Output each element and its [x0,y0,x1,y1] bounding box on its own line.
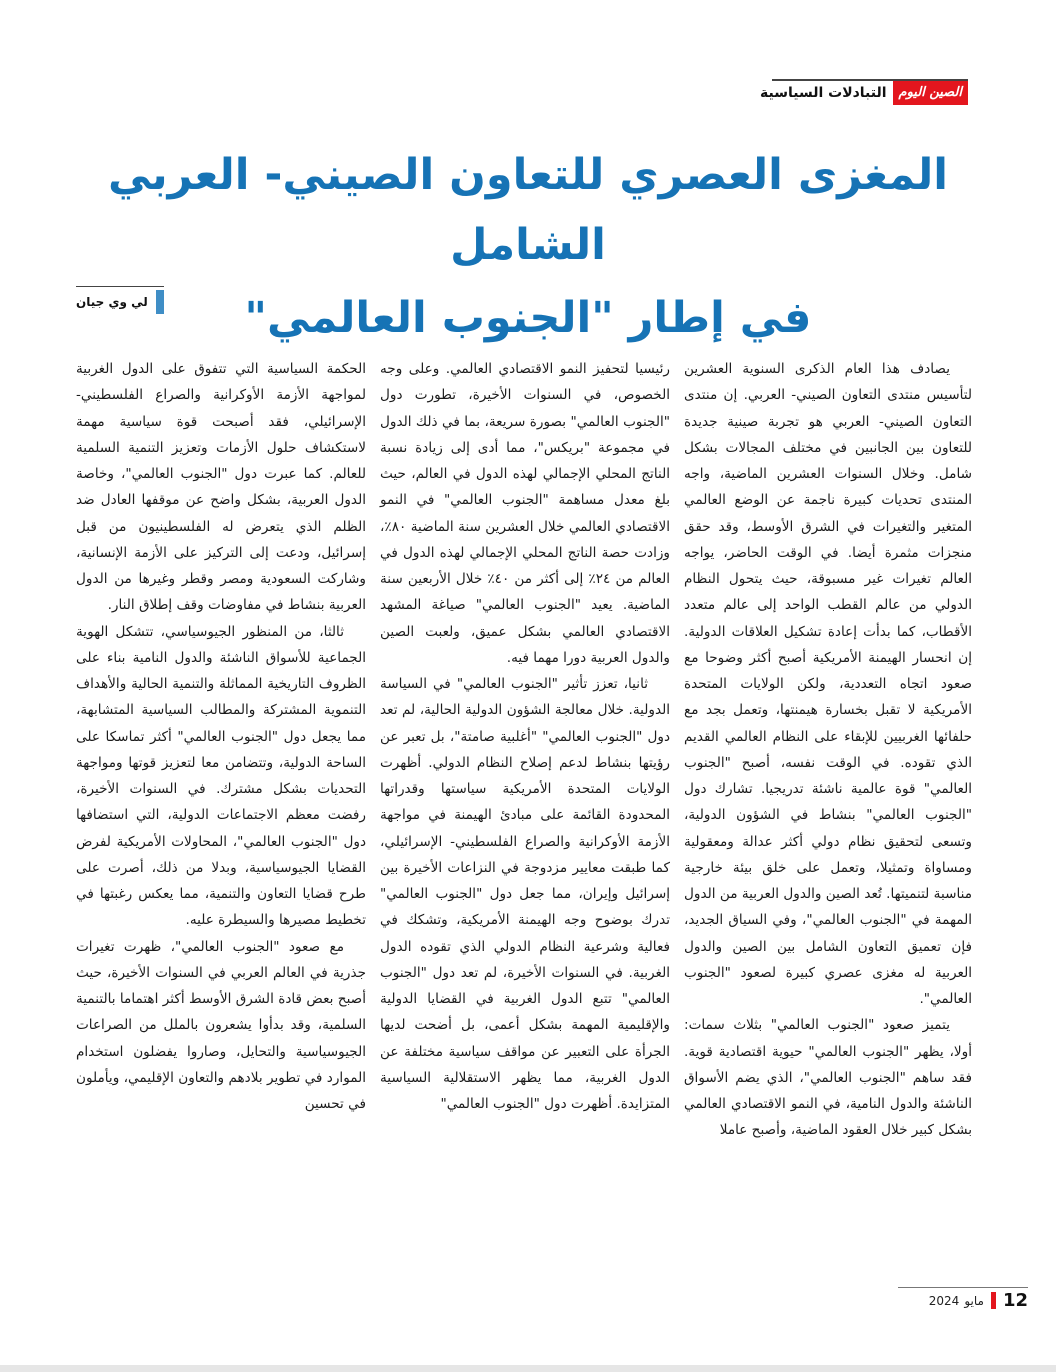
footer-accent-bar [991,1292,996,1309]
article-headline [60,140,996,356]
paragraph: الحكمة السياسية التي تتفوق على الدول الغربية لمواجهة الأزمة الأوكرانية والصراع الفلسطيني- الإسرائيلي، فقد أصبحت قوة سياسية مهمة لاستكشاف حلول الأزمات وتعزيز التنمية السلمية للعالم. كما عبرت دول "الجنوب العالمي"، وخاصة الدول العربية، بشكل واضح عن موقفها العادل ضد الظلم الذي يتعرض له الفلسطينيون من قبل إسرائيل، ودعت إلى التركيز على الأزمة الإنسانية، وشاركت السعودية ومصر وقطر وغيرها من الدول العربية بنشاط في مفاوضات وقف إطلاق النار. [76,361,366,614]
issue-month: مايو [964,1293,984,1308]
page-edge [0,1365,1056,1372]
section-header [760,79,968,105]
paragraph: يصادف هذا العام الذكرى السنوية العشرين لتأسيس منتدى التعاون الصيني- العربي. إن منتدى التعاون الصيني- العربي هو تجربة صينية جديدة للتعاون بين الجانبين في مختلف المجالات بشكل شامل. وخلال السنوات العشرين الماضية، واجه المنتدى تحديات كبيرة ناجمة عن الوضع العالمي المتغير والتغيرات في الشرق الأوسط، وقد حقق منجزات مثمرة أيضا. في الوقت الحاضر، يواجه العالم تغيرات غير مسبوقة، حيث يتحول النظام الدولي من عالم القطب الواحد إلى عالم متعدد الأقطاب، كما بدأت إعادة تشكيل العلاقات الدولية. إن انحسار الهيمنة الأمريكية أصبح أكثر وضوحا مع صعود اتجاه التعددية، ولكن الولايات المتحدة الأمريكية لا تقبل بخسارة هيمنتها، وتعمل بجد مع حلفائها الغربيين للإبقاء على النظام العالمي القديم الذي تقوده. في الوقت نفسه، أصبح "الجنوب العالمي" قوة عالمية ناشئة تدريجيا. تشارك دول "الجنوب العالمي" بنشاط في الشؤون الدولية، وتسعى لتحقيق نظام دولي أكثر عدالة ومعقولية ومساواة وتمثيلا، وتعمل على خلق بيئة خارجية مناسبة لتنميتها. تُعد الصين والدول العربية من الدول المهمة في "الجنوب العالمي"، وفي السياق الجديد، فإن تعميق التعاون الشامل بين الصين والدول العربية له مغزى عصري كبيرة لصعود "الجنوب العالمي". [684,361,972,1007]
page-footer [898,1287,1028,1311]
headline-line-2: في إطار "الجنوب العالمي" [244,293,812,343]
section-title: التبادلات السياسية [760,85,887,101]
page-number: 12 [1002,1290,1028,1311]
paragraph: رئيسيا لتحفيز النمو الاقتصادي العالمي. وعلى وجه الخصوص، في السنوات الأخيرة، تطورت دول "الجنوب العالمي" بصورة سريعة، بما في ذلك الدول في مجموعة "بريكس"، مما أدى إلى زيادة نسبة الناتج المحلي الإجمالي لهذه الدول في العالم، حيث بلغ معدل مساهمة "الجنوب العالمي" في النمو الاقتصادي العالمي خلال العشرين سنة الماضية ٨٠٪، وزادت حصة الناتج المحلي الإجمالي لهذه الدول في العالم من ٢٤٪ إلى أكثر من ٤٠٪ خلال الأربعين سنة الماضية. يعيد "الجنوب العالمي" صياغة المشهد الاقتصادي العالمي بشكل عميق، ولعبت الصين والدول العربية دورا مهما فيه. [380,361,670,666]
paragraph: ثانيا، تعزز تأثير "الجنوب العالمي" في السياسة الدولية. خلال معالجة الشؤون الدولية الحالية، لم تعد دول "الجنوب العالمي" "أغلبية صامتة"، بل تعبر عن رؤيتها بنشاط لدعم إصلاح النظام الدولي. أظهرت الولايات المتحدة الأمريكية سياستها وقدراتها المحدودة القائمة على مبادئ الهيمنة في مواجهة الأزمة الأوكرانية والصراع الفلسطيني- الإسرائيلي، كما طبقت معايير مزدوجة في النزاعات الأخيرة بين إسرائيل وإيران، مما جعل دول "الجنوب العالمي" تدرك بوضوح وجه الهيمنة الأمريكية، وتشكك في فعالية وشرعية النظام الدولي الذي تقوده الدول الغربية. في السنوات الأخيرة، لم تعد دول "الجنوب العالمي" تتبع الدول الغربية في القضايا الدولية والإقليمية المهمة بشكل أعمى، بل أضحت لديها الجرأة على التعبير عن مواقف سياسية مختلفة عن الدول الغربية، مما يظهر الاستقلالية السياسية المتزايدة. أظهرت دول "الجنوب العالمي" [380,676,670,1112]
paragraph: ثالثا، من المنظور الجيوسياسي، تتشكل الهوية الجماعية للأسواق الناشئة والدول النامية بناء على الظروف التاريخية المماثلة والتنمية الحالية والأهداف التنموية المشتركة والمطالب السياسية المتشابهة، مما يجعل دول "الجنوب العالمي" أكثر تماسكا على الساحة الدولية، وتتضامن معا لتعزيز قوتها ومواجهة التحديات بشكل مشترك. في السنوات الأخيرة، رفضت معظم الاجتماعات الدولية، التي استضافها دول "الجنوب العالمي"، المحاولات الأمريكية لفرض القضايا الجيوسياسية، وبدلا من ذلك، أصرت على طرح قضايا التعاون والتنمية، مما يعكس رغبتها في تخطيط مصيرها والسيطرة عليه. [76,623,366,929]
article-column-right [684,356,972,1144]
byline [76,286,164,314]
brand-logo: الصين اليوم [893,81,968,105]
headline-line-1: المغزى العصري للتعاون الصيني- العربي الشامل [107,150,949,270]
author-name: لي وي جيان [76,295,148,309]
paragraph: مع صعود "الجنوب العالمي"، ظهرت تغيرات جذرية في العالم العربي في السنوات الأخيرة، حيث أصبح بعض قادة الشرق الأوسط أكثر اهتماما بالتنمية السلمية، وقد بدأوا يشعرون بالملل من الصراعات الجيوسياسية والتحايل، وصاروا يفضلون استخدام الموارد في تطوير بلادهم والتعاون الإقليمي، ويأملون في تحسين [76,938,366,1112]
issue-year: 2024 [928,1293,960,1308]
byline-accent-bar [156,290,164,314]
paragraph: يتميز صعود "الجنوب العالمي" بثلاث سمات: أولا، يظهر "الجنوب العالمي" حيوية اقتصادية قوية. فقد ساهم "الجنوب العالمي"، الذي يضم الأسواق الناشئة والدول النامية، في النمو الاقتصادي العالمي بشكل كبير خلال العقود الماضية، وأصبح عاملا [684,1017,972,1139]
article-column-middle [380,356,670,1117]
article-column-left [76,356,366,1117]
